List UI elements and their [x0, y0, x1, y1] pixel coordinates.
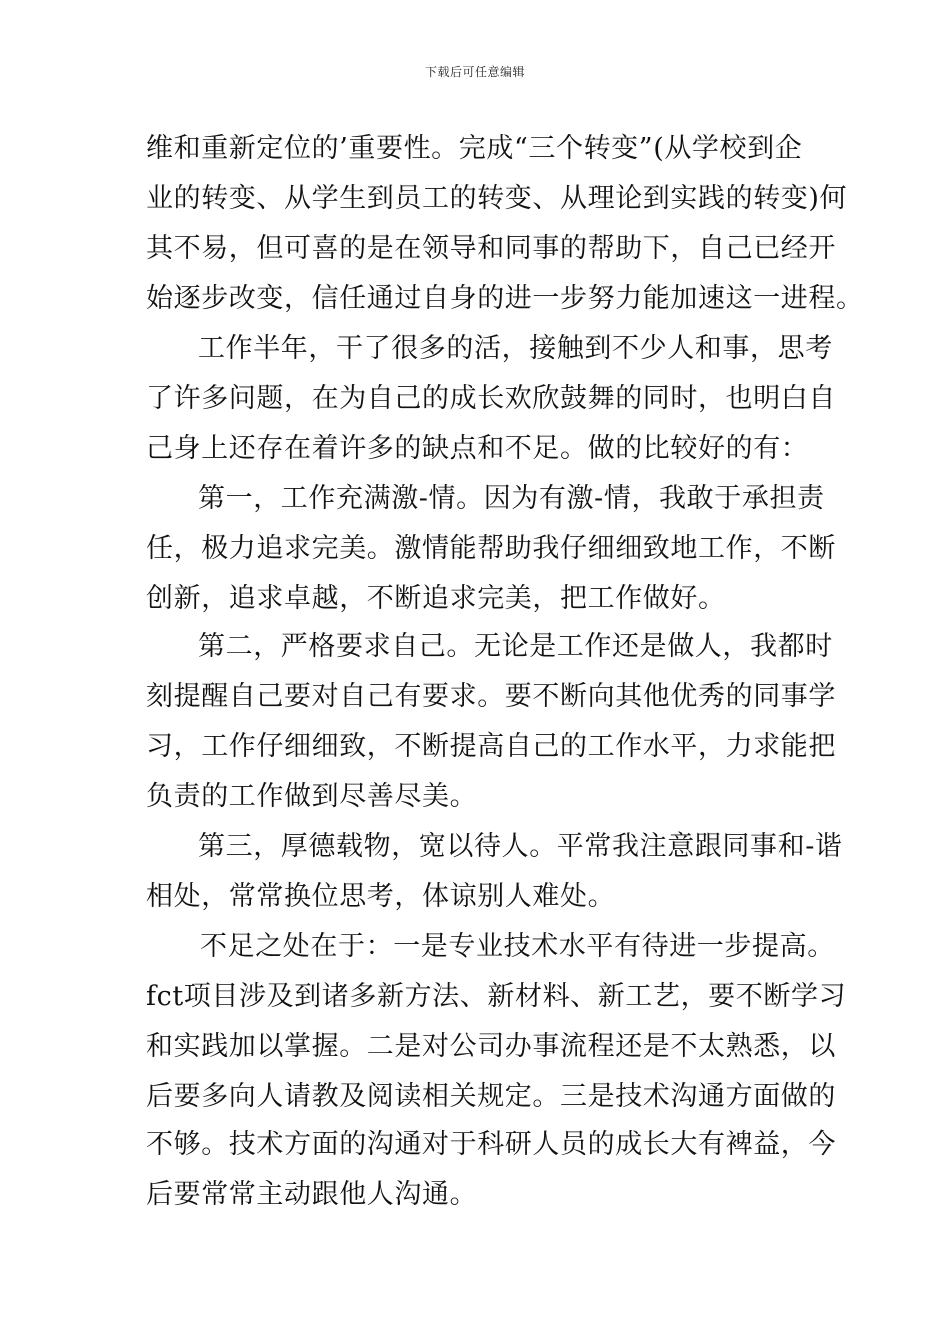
text-line: 后要多向人请教及阅读相关规定。三是技术沟通方面做的: [146, 1081, 836, 1112]
text-line: 业的转变、从学生到员工的转变、从理论到实践的转变)何: [146, 183, 848, 214]
text-line: 第三，厚德载物，宽以待人。平常我注意跟同事和-谐: [198, 831, 843, 862]
text-line: 和实践加以掌握。二是对公司办事流程还是不太熟悉，以: [146, 1031, 836, 1062]
text-line: 工作半年，干了很多的活，接触到不少人和事，思考: [198, 333, 833, 364]
text-line: 任，极力追求完美。激情能帮助我仔细细致地工作，不断: [146, 533, 836, 564]
text-line: 负责的工作做到尽善尽美。: [146, 781, 478, 812]
text-line: 不够。技术方面的沟通对于科研人员的成长大有裨益，今: [146, 1129, 836, 1160]
text-line: 相处，常常换位思考，体谅别人难处。: [146, 881, 616, 912]
text-line: 习，工作仔细细致，不断提高自己的工作水平，力求能把: [146, 731, 836, 762]
text-line: 维和重新定位的’重要性。完成“三个转变”(从学校到企: [146, 133, 803, 164]
text-line: 始逐步改变，信任通过自身的进一步努力能加速这一进程。: [146, 283, 864, 314]
text-line: 后要常常主动跟他人沟通。: [146, 1179, 478, 1210]
text-line: 其不易，但可喜的是在领导和同事的帮助下，自己已经开: [146, 233, 836, 264]
text-line: 刻提醒自己要对自己有要求。要不断向其他优秀的同事学: [146, 681, 836, 712]
page-header: 下载后可任意编辑: [424, 65, 525, 79]
text-line: 了许多问题，在为自己的成长欢欣鼓舞的同时，也明白自: [146, 383, 836, 414]
text-line: fct项目涉及到诸多新方法、新材料、新工艺，要不断学习: [146, 981, 847, 1012]
text-line: 不足之处在于：一是专业技术水平有待进一步提高。: [200, 931, 835, 962]
text-line: 第一，工作充满激-情。因为有激-情，我敢于承担责: [198, 483, 825, 514]
text-line: 己身上还存在着许多的缺点和不足。做的比较好的有：: [146, 433, 809, 464]
text-line: 创新，追求卓越，不断追求完美，把工作做好。: [146, 583, 726, 614]
text-line: 第二，严格要求自己。无论是工作还是做人，我都时: [198, 631, 833, 662]
